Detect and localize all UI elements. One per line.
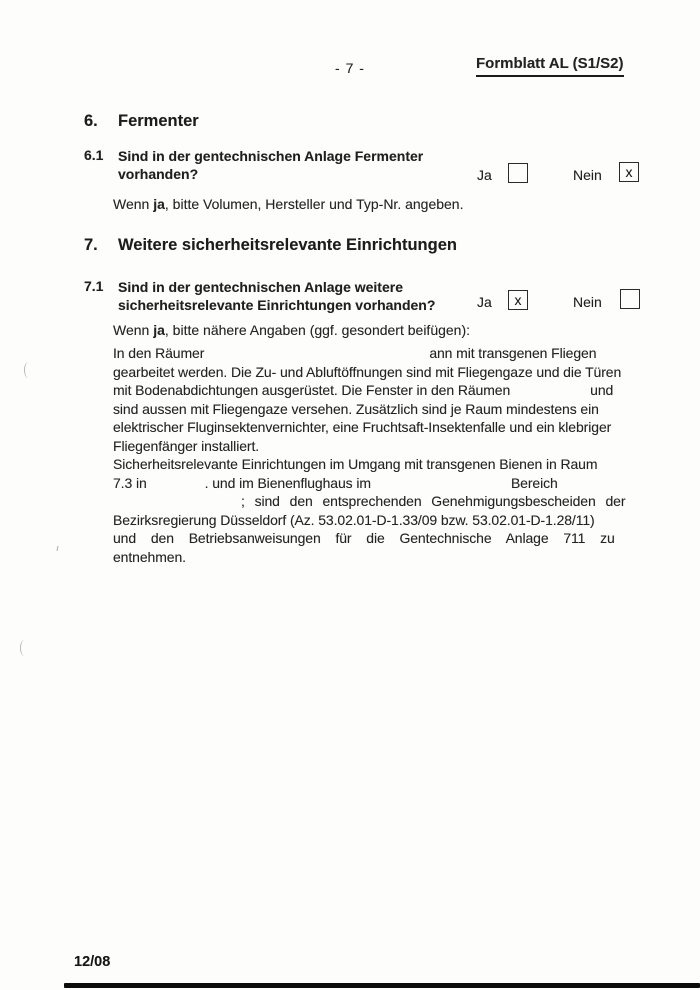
section-7-heading — [84, 236, 457, 255]
fermenter-nein-checkmark: x — [625, 164, 633, 180]
hint-6-1 — [113, 196, 464, 212]
hint-7-1-prefix: Wenn — [113, 322, 154, 338]
answer-line — [113, 511, 647, 530]
hint-6-1-suffix: , bitte Volumen, Hersteller und Typ-Nr. angeben. — [164, 196, 464, 212]
section-7-number: 7. — [84, 236, 98, 254]
answer-line — [113, 381, 647, 400]
answer-line — [113, 400, 647, 419]
answer-text-segment: sind aussen mit Fliegengaze versehen. Zusätzlich sind je Raum mindestens ein — [113, 400, 599, 417]
answer-text-segment: und den Betriebsanweisungen für die Gentechnische Anlage 711 zu — [113, 530, 615, 546]
section-7-title: Weitere sicherheitsrelevante Einrichtungen — [118, 236, 457, 254]
ja-label-6-1: Ja — [477, 167, 492, 183]
answer-line — [113, 492, 647, 511]
answer-line — [113, 474, 647, 493]
section-6-title: Fermenter — [118, 112, 199, 130]
ja-label-7-1: Ja — [477, 294, 492, 310]
einrichtungen-nein-checkbox[interactable] — [620, 289, 640, 309]
form-label: Formblatt AL (S1/S2) — [476, 55, 624, 77]
hint-7-1 — [113, 322, 470, 338]
scan-artifact — [56, 546, 58, 551]
answer-text-segment: ; sind den entsprechenden Genehmigungsbescheiden der — [241, 493, 626, 509]
form-revision: 12/08 — [74, 954, 111, 970]
answer-line — [113, 344, 647, 363]
scan-artifact — [24, 362, 31, 378]
answer-line — [113, 455, 647, 474]
hint-7-1-bold: ja — [153, 322, 165, 338]
redacted-text-gap — [147, 486, 205, 488]
answer-line — [113, 548, 647, 567]
question-6-1-number: 6.1 — [84, 147, 104, 163]
scan-artifact — [20, 640, 27, 656]
answer-text-segment: Sicherheitsrelevante Einrichtungen im Umgang mit transgenen Bienen in Raum — [113, 456, 598, 472]
answer-line — [113, 418, 647, 437]
question-7-1-line1: Sind in der gentechnischen Anlage weitere — [118, 279, 403, 295]
scan-edge-bar — [64, 983, 700, 988]
fermenter-ja-checkbox[interactable] — [508, 163, 528, 183]
redacted-text-gap — [371, 486, 511, 488]
hint-6-1-prefix: Wenn — [113, 196, 154, 212]
section-6-heading — [84, 112, 199, 131]
answer-text-segment: . und im Bienenflughaus im — [204, 474, 371, 491]
question-7-1-line2: sicherheitsrelevante Einrichtungen vorhanden? — [118, 297, 436, 313]
answer-text-segment: entnehmen. — [113, 548, 186, 565]
answer-line — [113, 529, 647, 548]
answer-text-segment: mit Bodenabdichtungen ausgerüstet. Die Fenster in den Räumen — [113, 382, 511, 398]
einrichtungen-ja-checkmark: x — [514, 292, 522, 308]
question-6-1-text: Sind in der gentechnischen Anlage Fermenter vorhanden? — [118, 148, 424, 182]
answer-line — [113, 363, 647, 382]
redacted-text-gap — [510, 393, 590, 395]
redacted-text-gap — [113, 504, 241, 506]
hint-7-1-suffix: , bitte nähere Angaben (ggf. gesondert beifügen): — [164, 322, 471, 338]
answer-text-segment: elektrischer Fluginsektenvernichter, eine Fruchtsaft-Insektenfalle und ein klebriger — [113, 419, 612, 435]
nein-label-7-1: Nein — [573, 294, 602, 310]
answer-text-segment: Bereich — [510, 474, 558, 491]
answer-text-segment: Fliegenfänger installiert. — [113, 437, 260, 454]
answer-text-segment: 7.3 in — [113, 474, 147, 491]
section-6-number: 6. — [84, 112, 98, 130]
page-number: - 7 - — [335, 60, 365, 76]
redacted-text-gap — [204, 356, 429, 358]
answer-paragraph — [113, 344, 647, 566]
answer-text-segment: und — [590, 382, 614, 398]
fermenter-nein-checkbox[interactable] — [619, 162, 639, 182]
answer-text-segment: In den Räumer — [113, 345, 205, 361]
question-6-1 — [84, 147, 478, 183]
question-7-1 — [84, 278, 435, 314]
answer-text-segment: gearbeitet werden. Die Zu- und Abluftöffnungen sind mit Fliegengaze und die Türen — [113, 363, 622, 380]
answer-line — [113, 437, 647, 456]
answer-text-segment: Bezirksregierung Düsseldorf (Az. 53.02.01-D-1.33/09 bzw. 53.02.01-D-1.28/11) — [113, 511, 595, 528]
nein-label-6-1: Nein — [573, 167, 602, 183]
einrichtungen-ja-checkbox[interactable] — [508, 290, 528, 310]
question-7-1-number: 7.1 — [84, 278, 104, 294]
answer-text-segment: ann mit transgenen Fliegen — [429, 345, 597, 361]
hint-6-1-bold: ja — [153, 196, 165, 212]
